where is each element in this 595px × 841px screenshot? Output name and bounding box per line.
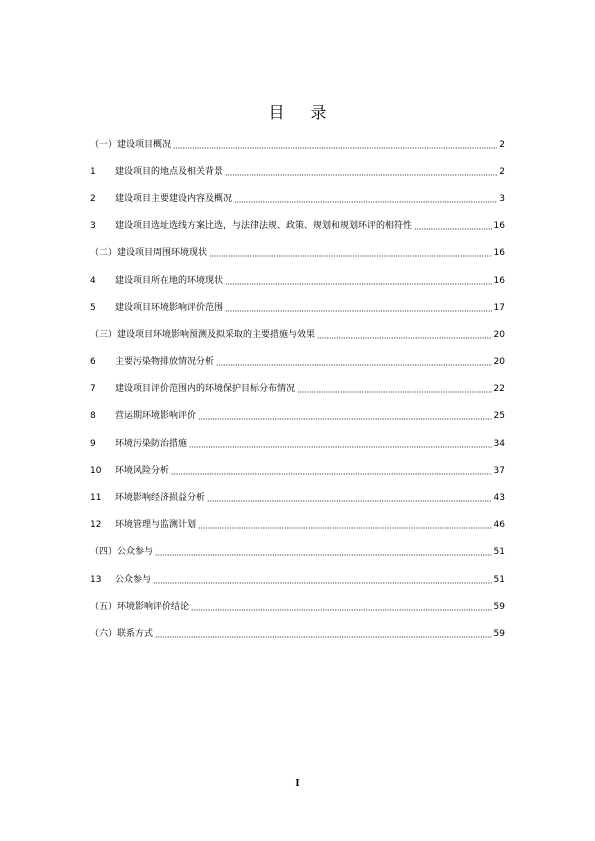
toc-entry-label: 环境影响经济损益分析 — [115, 493, 206, 504]
toc-entry-label: 环境污染防治措施 — [115, 438, 188, 449]
toc-dot-leader — [171, 465, 492, 477]
toc-dot-leader — [209, 247, 492, 259]
toc-entry-label: （六）联系方式 — [90, 628, 154, 639]
toc-entry-label: 建设项目的地点及相关背景 — [115, 166, 224, 177]
toc-dot-leader — [317, 329, 492, 341]
toc-entry-page: 59 — [493, 628, 505, 639]
toc-entry-number: 10 — [90, 465, 102, 476]
toc-dot-leader — [225, 275, 492, 287]
toc-entry[interactable] — [90, 349, 505, 376]
toc-entry-label: 营运期环境影响评价 — [115, 411, 197, 422]
toc-entry-label: 公众参与 — [115, 574, 152, 585]
toc-entry-page: 16 — [493, 248, 505, 259]
toc-dot-leader — [173, 139, 497, 151]
toc-entry-page: 16 — [493, 275, 505, 286]
toc-dot-leader — [225, 302, 492, 314]
toc-entry-page: 20 — [493, 329, 505, 340]
toc-entry-page: 3 — [499, 193, 505, 204]
toc-entry[interactable] — [90, 457, 505, 484]
title-char-1: 目 — [268, 103, 285, 122]
toc-dot-leader — [216, 356, 492, 368]
page-title — [0, 100, 595, 123]
table-of-contents — [90, 131, 505, 648]
toc-entry-number: 2 — [90, 193, 96, 204]
toc-entry-page: 43 — [493, 493, 505, 504]
toc-entry-number: 3 — [90, 221, 96, 232]
toc-entry[interactable] — [90, 267, 505, 294]
title-char-2: 录 — [310, 103, 327, 122]
toc-entry-label: （三）建设项目环境影响预测及拟采取的主要措施与效果 — [90, 329, 316, 340]
toc-entry[interactable] — [90, 484, 505, 511]
toc-entry-page: 59 — [493, 601, 505, 612]
toc-entry-number: 4 — [90, 275, 96, 286]
toc-entry-label: 主要污染物排放情况分析 — [115, 357, 215, 368]
toc-entry-number: 6 — [90, 357, 96, 368]
toc-entry-number: 8 — [90, 411, 96, 422]
toc-entry-label: 建设项目所在地的环境现状 — [115, 275, 224, 286]
toc-entry-page: 25 — [493, 411, 505, 422]
toc-dot-leader — [414, 220, 492, 232]
toc-entry-page: 17 — [493, 302, 505, 313]
toc-entry-number: 12 — [90, 520, 102, 531]
toc-entry-page: 20 — [493, 357, 505, 368]
toc-entry-page: 37 — [493, 465, 505, 476]
toc-entry-label: 建设项目环境影响评价范围 — [115, 302, 224, 313]
toc-dot-leader — [198, 410, 492, 422]
toc-entry[interactable] — [90, 539, 505, 566]
toc-entry-page: 16 — [493, 221, 505, 232]
toc-entry[interactable] — [90, 593, 505, 620]
toc-entry-label: 环境管理与监测计划 — [115, 520, 197, 531]
toc-dot-leader — [297, 383, 492, 395]
toc-dot-leader — [153, 574, 492, 586]
toc-entry[interactable] — [90, 213, 505, 240]
toc-dot-leader — [189, 438, 492, 450]
toc-entry-label: 建设项目主要建设内容及概况 — [115, 193, 233, 204]
toc-entry-number: 5 — [90, 302, 96, 313]
toc-entry[interactable] — [90, 131, 505, 158]
toc-entry[interactable] — [90, 430, 505, 457]
toc-entry[interactable] — [90, 321, 505, 348]
toc-entry[interactable] — [90, 158, 505, 185]
toc-entry-page: 34 — [493, 438, 505, 449]
toc-entry[interactable] — [90, 512, 505, 539]
toc-entry[interactable] — [90, 294, 505, 321]
toc-entry[interactable] — [90, 240, 505, 267]
toc-dot-leader — [191, 601, 492, 613]
toc-entry-page: 51 — [493, 547, 505, 558]
toc-entry-label: （四）公众参与 — [90, 547, 154, 558]
toc-entry-number: 1 — [90, 166, 96, 177]
toc-entry-label: 建设项目评价范围内的环境保护目标分布情况 — [115, 384, 296, 395]
toc-entry-page: 2 — [499, 139, 505, 150]
toc-entry-label: （五）环境影响评价结论 — [90, 601, 190, 612]
toc-entry-page: 2 — [499, 166, 505, 177]
toc-entry[interactable] — [90, 403, 505, 430]
page-number: I — [295, 779, 300, 789]
toc-dot-leader — [198, 519, 492, 531]
toc-dot-leader — [234, 193, 497, 205]
toc-entry[interactable] — [90, 376, 505, 403]
toc-entry-page: 46 — [493, 520, 505, 531]
toc-entry-label: 建设项目选址选线方案比选，与法律法规、政策、规划和规划环评的相符性 — [115, 221, 413, 232]
toc-entry-label: （一）建设项目概况 — [90, 139, 172, 150]
toc-entry-label: （二）建设项目周围环境现状 — [90, 248, 208, 259]
toc-entry[interactable] — [90, 566, 505, 593]
toc-entry-label: 环境风险分析 — [115, 465, 170, 476]
toc-entry-number: 13 — [90, 574, 102, 585]
toc-dot-leader — [155, 628, 492, 640]
toc-entry-page: 22 — [493, 384, 505, 395]
toc-entry-page: 51 — [493, 574, 505, 585]
toc-dot-leader — [155, 546, 492, 558]
toc-entry-number: 9 — [90, 438, 96, 449]
toc-entry-number: 7 — [90, 384, 96, 395]
toc-entry[interactable] — [90, 185, 505, 212]
toc-dot-leader — [225, 166, 497, 178]
toc-entry-number: 11 — [90, 493, 102, 504]
toc-entry[interactable] — [90, 620, 505, 647]
toc-dot-leader — [207, 492, 492, 504]
